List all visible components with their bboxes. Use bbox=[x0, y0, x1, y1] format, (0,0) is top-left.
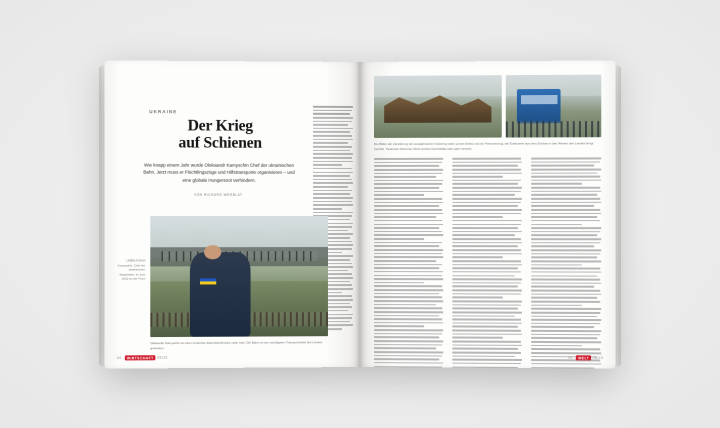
portrait-side-caption: UNBEUGSAM Kamyschin, Chef der ukrainischen Staatsbahn, im Juni 2022 an der Front bbox=[117, 258, 146, 281]
right-page bbox=[360, 60, 616, 368]
folio-left-number: 34 bbox=[116, 355, 122, 360]
photo-crowd bbox=[506, 121, 602, 138]
folio-right-date: 08/23 bbox=[592, 355, 604, 360]
photo-wreckage bbox=[384, 94, 491, 123]
folio-left-date: 08/23 bbox=[157, 355, 168, 360]
body-text-block bbox=[374, 158, 444, 369]
folio-right-badge: WELT bbox=[576, 355, 591, 360]
body-text-block bbox=[452, 158, 523, 369]
photo-sky bbox=[374, 75, 502, 97]
photo-subject-figure bbox=[190, 252, 251, 337]
right-page-photo-row bbox=[374, 75, 601, 138]
folio-right bbox=[568, 355, 603, 360]
folio-right-number: 35 bbox=[567, 355, 573, 360]
right-page-column-3 bbox=[531, 157, 602, 368]
folio-left-badge: WIRTSCHAFT bbox=[125, 355, 156, 360]
left-page bbox=[104, 60, 360, 368]
headline-line-1: Der Krieg bbox=[187, 117, 253, 135]
body-text-block bbox=[531, 157, 602, 368]
article-byline: VON RICHARD WERBLAT bbox=[194, 192, 243, 197]
open-magazine bbox=[107, 62, 613, 367]
right-page-column-2 bbox=[452, 158, 523, 369]
article-standfirst: Wie knapp einem Jahr wurde Oleksandr Kamyschin Chef der ukrainischen Bahn. Jetzt muss er Flüchtlingszüge und Hilfstransporte organisieren – und eine globale Hungersnot verhindern. bbox=[143, 162, 295, 183]
page-title bbox=[131, 117, 309, 153]
headline-line-2: auf Schienen bbox=[178, 134, 262, 153]
photo-destroyed-freight-train bbox=[374, 75, 502, 138]
folio-left bbox=[117, 355, 168, 360]
ukraine-flag-patch-icon bbox=[200, 279, 216, 285]
left-photo-caption: Oleksandr Kamyschin an einer zerstörten Eisenbahnbrücke nahe Irpin: Die Bahn ist zum wichtigsten Transportmittel des Landes geworden. bbox=[150, 340, 323, 350]
right-photo-caption: Die Bilder der Zerstörung: Ein ausgebrannter Güterzug nahe Lyman (links) und ein Personenzug, der Evakuierte aus dem Donbas in den Westen des Landes bringt (rechts). Tausende Kilometer Gleis wurden beschädigt oder ganz zerstört. bbox=[373, 141, 594, 151]
photo-kamyschin-bridge bbox=[150, 216, 328, 337]
right-page-column-1 bbox=[374, 158, 444, 369]
photo-blue-train-car bbox=[517, 89, 561, 124]
photo-evacuation-train bbox=[506, 75, 602, 138]
article-kicker: UKRAINE bbox=[149, 109, 178, 115]
